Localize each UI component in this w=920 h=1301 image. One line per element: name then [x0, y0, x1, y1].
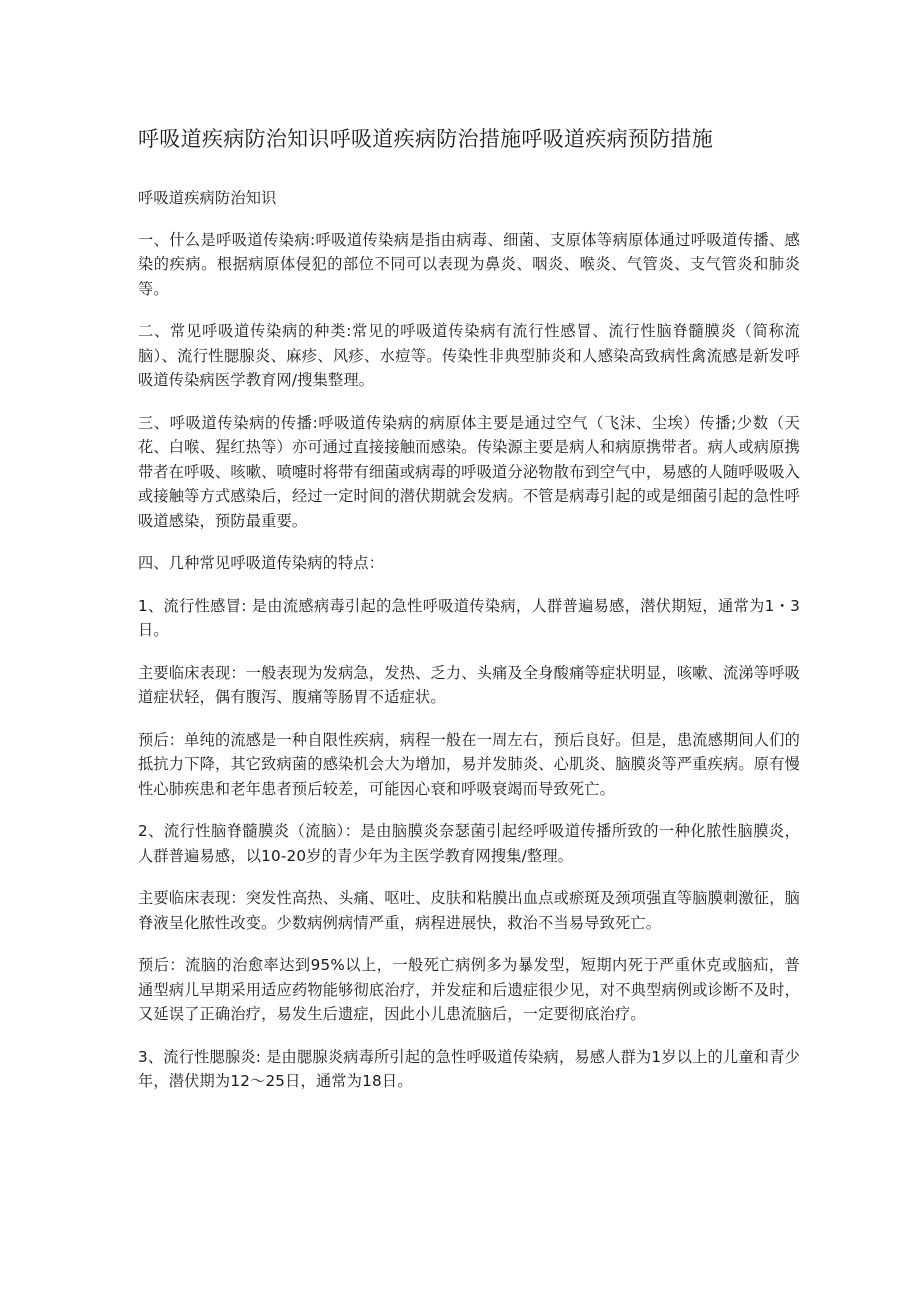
paragraph-mumps: 3、流行性腮腺炎: 是由腮腺炎病毒所引起的急性呼吸道传染病，易感人群为1岁以上的儿童和青少年，潜伏期为12～25日，通常为18日。	[138, 1047, 800, 1090]
section-heading: 呼吸道疾病防治知识	[138, 189, 277, 207]
paragraph-influenza-symptoms: 主要临床表现：一般表现为发病急，发热、乏力、头痛及全身酸痛等症状明显，咳嗽、流涕等呼吸道症状轻，偶有腹泻、腹痛等肠胃不适症状。	[138, 663, 800, 706]
paragraph-types: 二、常见呼吸道传染病的种类:常见的呼吸道传染病有流行性感冒、流行性脑脊髓膜炎（简称流脑）、流行性腮腺炎、麻疹、风疹、水痘等。传染性非典型肺炎和人感染高致病性禽流感是新发呼吸道传染病医学教育网/搜集整理。	[138, 322, 800, 389]
paragraph-meningitis: 2、流行性脑脊髓膜炎（流脑）：是由脑膜炎奈瑟菌引起经呼吸道传播所致的一种化脓性脑膜炎，人群普遍易感，以10-20岁的青少年为主医学教育网搜集/整理。	[138, 822, 800, 865]
paragraph-characteristics-heading: 四、几种常见呼吸道传染病的特点：	[138, 554, 385, 572]
paragraph-what-is: 一、什么是呼吸道传染病:呼吸道传染病是指由病毒、细菌、支原体等病原体通过呼吸道传播、感染的疾病。根据病原体侵犯的部位不同可以表现为鼻炎、咽炎、喉炎、气管炎、支气管炎和肺炎等。	[138, 230, 800, 298]
document-body	[138, 186, 800, 1112]
document-title: 呼吸道疾病防治知识呼吸道疾病防治措施呼吸道疾病预防措施	[138, 127, 714, 151]
paragraph-transmission: 三、呼吸道传染病的传播:呼吸道传染病的病原体主要是通过空气（飞沫、尘埃）传播;少数（天花、白喉、猩红热等）亦可通过直接接触而感染。传染源主要是病人和病原携带者。病人或病原携带者在呼吸、咳嗽、喷嚏时将带有细菌或病毒的呼吸道分泌物散布到空气中，易感的人随呼吸吸入或接触等方式感染后，经过一定时间的潜伏期就会发病。不管是病毒引起的或是细菌引起的急性呼吸道感染，预防最重要。	[138, 413, 800, 530]
paragraph-influenza-prognosis: 预后：单纯的流感是一种自限性疾病，病程一般在一周左右，预后良好。但是，患流感期间人们的抵抗力下降，其它致病菌的感染机会大为增加，易并发肺炎、心肌炎、脑膜炎等严重疾病。原有慢性心肺疾患和老年患者预后较差，可能因心衰和呼吸衰竭而导致死亡。	[138, 730, 800, 798]
paragraph-meningitis-symptoms: 主要临床表现：突发性高热、头痛、呕吐、皮肤和粘膜出血点或瘀斑及颈项强直等脑膜刺激征，脑脊液呈化脓性改变。少数病例病情严重，病程进展快，救治不当易导致死亡。	[138, 889, 800, 932]
paragraph-meningitis-prognosis: 预后：流脑的治愈率达到95%以上，一般死亡病例多为暴发型，短期内死于严重休克或脑疝，普通型病儿早期采用适应药物能够彻底治疗，并发症和后遗症很少见，对不典型病例或诊断不及时，又延误了正确治疗，易发生后遗症，因此小儿患流脑后，一定要彻底治疗。	[138, 956, 800, 1023]
paragraph-influenza: 1、流行性感冒: 是由流感病毒引起的急性呼吸道传染病，人群普遍易感，潜伏期短，通常为1・3日。	[138, 596, 800, 639]
